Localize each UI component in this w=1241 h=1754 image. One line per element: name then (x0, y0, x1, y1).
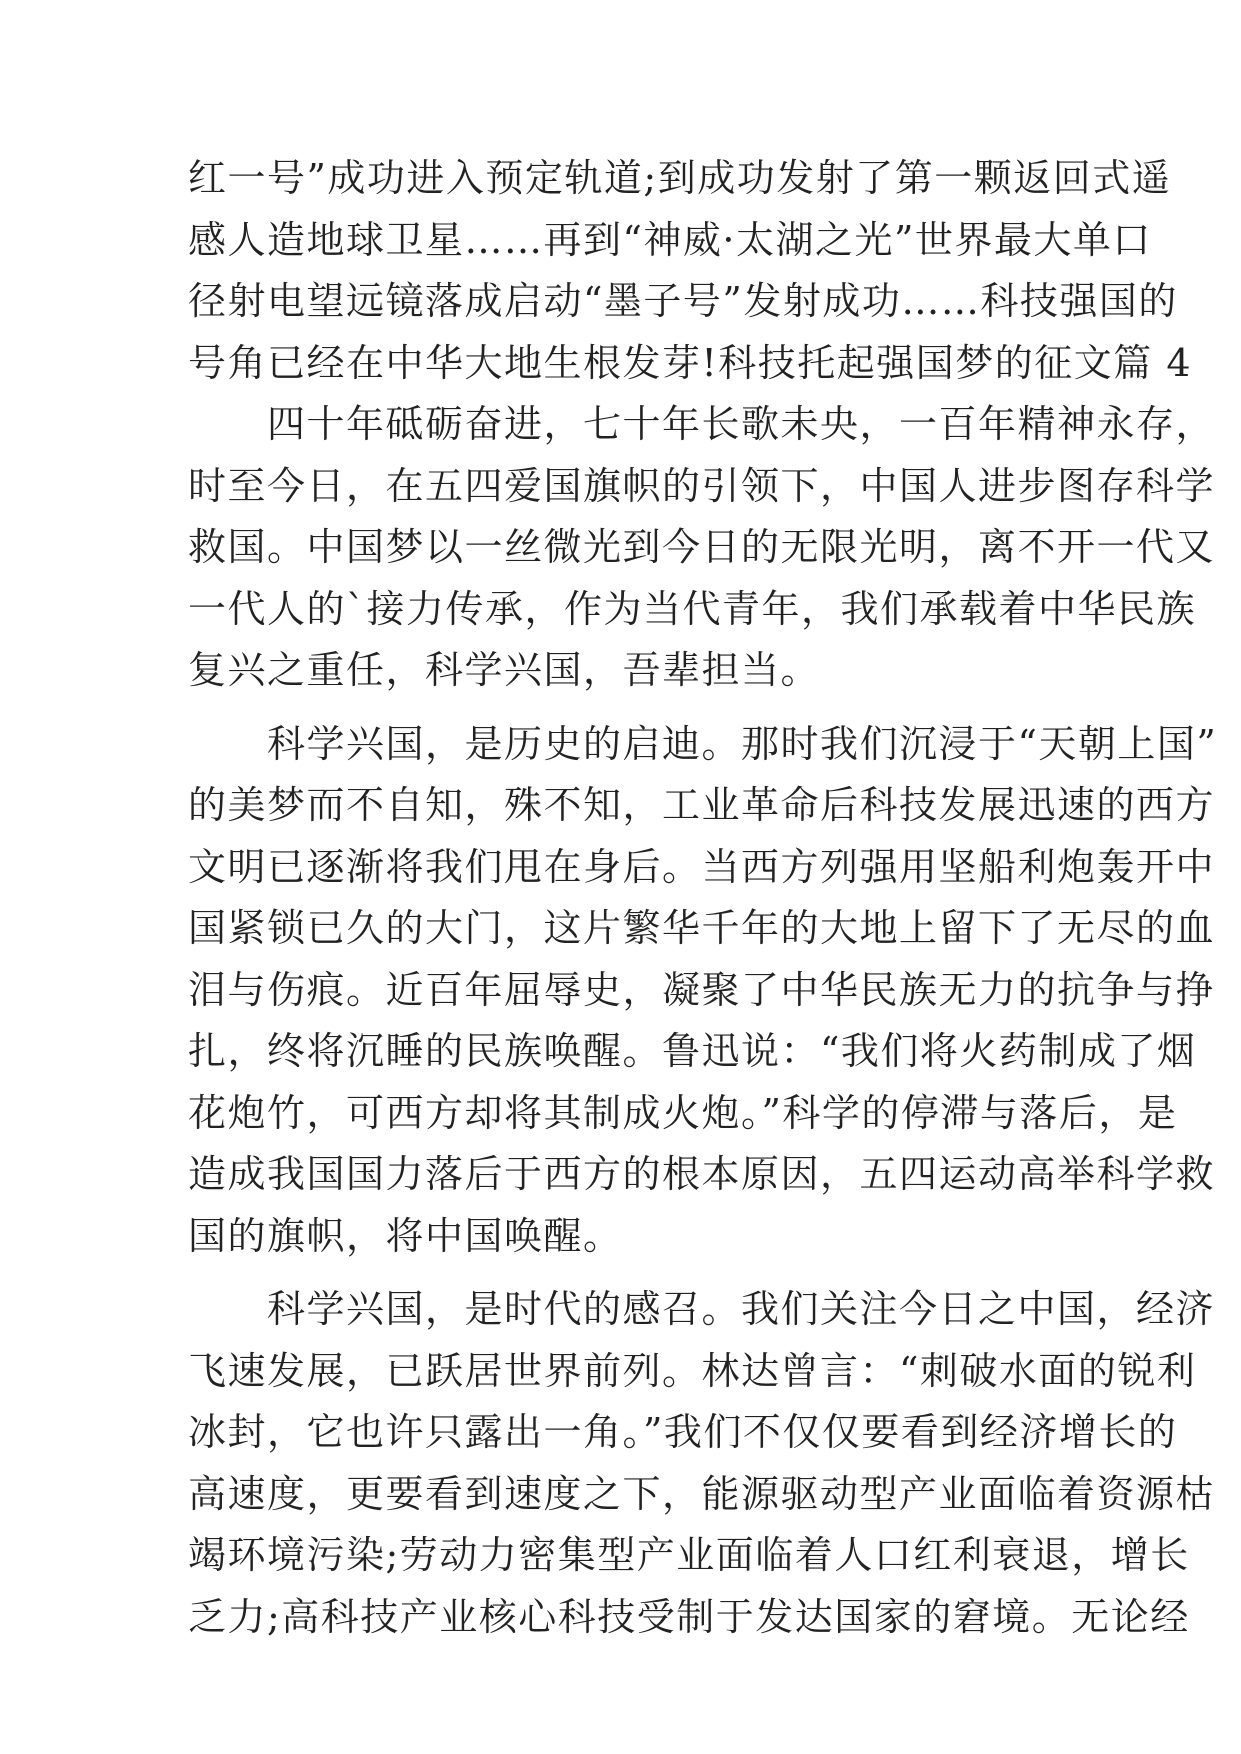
text-line: 高速度，更要看到速度之下，能源驱动型产业面临着资源枯 (188, 1471, 1216, 1516)
text-line: 时至今日，在五四爱国旗帜的引领下，中国人进步图存科学 (188, 463, 1216, 508)
paragraph-2 (188, 394, 1216, 702)
text-line: 飞速发展，已跃居世界前列。林达曾言：“刺破水面的锐利 (188, 1348, 1197, 1393)
text-line: 红一号”成功进入预定轨道;到成功发射了第一颗返回式遥 (188, 156, 1172, 200)
text-line: 的美梦而不自知，殊不知，工业革命后科技发展迅速的西方 (188, 783, 1216, 827)
paragraph-spacer (188, 702, 1058, 714)
text-line: 泪与伤痕。近百年屈辱史，凝聚了中华民族无力的抗争与挣 (188, 967, 1216, 1012)
text-line: 扎，终将沉睡的民族唤醒。鲁迅说：“我们将火药制成了烟 (188, 1029, 1197, 1073)
text-line: 冰封，它也许只露出一角。”我们不仅仅要看到经济增长的 (188, 1410, 1178, 1454)
text-line: 径射电望远镜落成启动“墨子号”发射成功……科技强国的 (188, 279, 1178, 323)
text-line: 复兴之重任，科学兴国，吾辈担当。 (188, 648, 821, 692)
text-line: 国紧锁已久的大门，这片繁华千年的大地上留下了无尽的血 (188, 906, 1216, 950)
text-line: 国的旗帜，将中国唤醒。 (188, 1213, 623, 1258)
body-text (188, 148, 1218, 1648)
text-line: 一代人的`接力传承，作为当代青年，我们承载着中华民族 (188, 586, 1197, 631)
text-line: 科学兴国，是历史的启迪。那时我们沉浸于“天朝上国” (188, 721, 1218, 766)
paragraph-3 (188, 714, 1218, 1268)
text-line: 花炮竹，可西方却将其制成火炮。”科学的停滞与落后，是 (188, 1090, 1178, 1135)
text-line: 文明已逐渐将我们甩在身后。当西方列强用坚船利炮轰开中 (188, 844, 1216, 889)
paragraph-1 (188, 148, 1193, 394)
text-line: 号角已经在中华大地生根发芽!科技托起强国梦的征文篇 4 (188, 340, 1193, 385)
text-line: 乏力;高科技产业核心科技受制于发达国家的窘境。无论经 (188, 1594, 1190, 1639)
text-line: 科学兴国，是时代的感召。我们关注今日之中国，经济 (188, 1287, 1216, 1331)
paragraph-spacer (188, 1267, 1058, 1279)
text-line: 感人造地球卫星……再到“神威·太湖之光”世界最大单口 (188, 217, 1152, 262)
text-line: 造成我国国力落后于西方的根本原因，五四运动高举科学救 (188, 1152, 1216, 1196)
text-line: 四十年砥砺奋进，七十年长歌未央，一百年精神永存， (188, 402, 1216, 446)
text-line: 竭环境污染;劳动力密集型产业面临着人口红利衰退，增长 (188, 1533, 1190, 1577)
text-line: 救国。中国梦以一丝微光到今日的无限光明，离不开一代又 (188, 525, 1216, 569)
paragraph-4 (188, 1279, 1216, 1648)
